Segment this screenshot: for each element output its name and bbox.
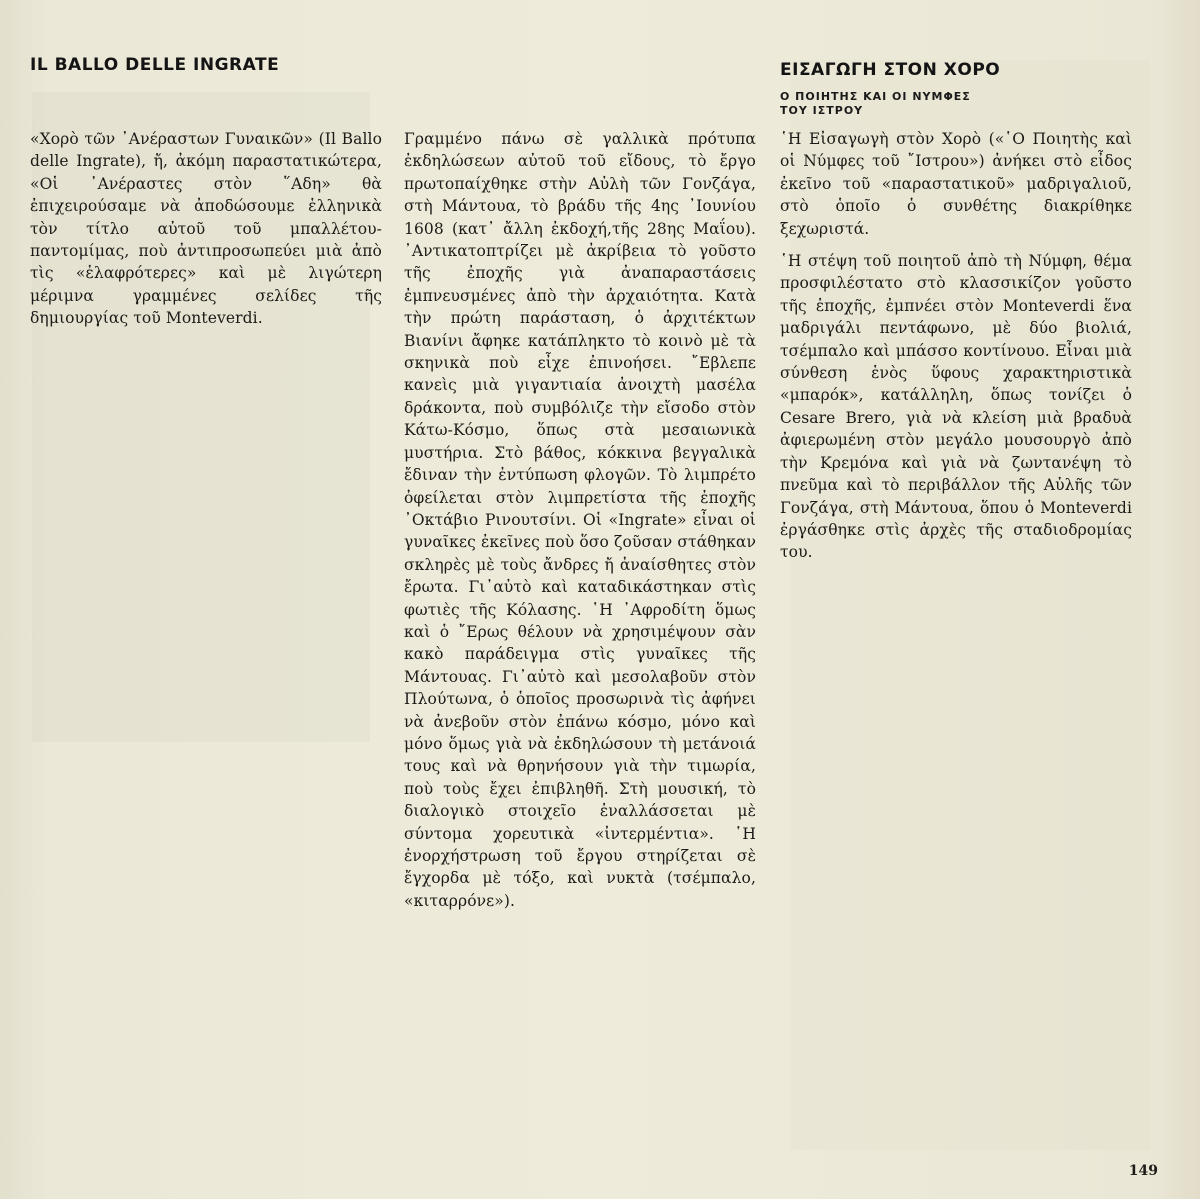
- middle-paragraph: [404, 128, 756, 912]
- middle-paragraph-text: Γραμμένο πάνω σὲ γαλλικὰ πρότυπα ἐκδηλώσεων αὐτοῦ τοῦ εἴδους, τὸ ἔργο πρωτοπαίχθηκε στὴν Αὐλὴ τῶν Γονζάγα, στὴ Μάντουα, τὸ βράδυ τῆς 4ης ᾿Ιουνίου 1608 (κατ᾿ ἄλλη ἐκδοχή,τῆς 28ης Μαΐου). ᾿Αντικατοπτρίζει μὲ ἀκρίβεια τὸ γοῦστο τῆς ἐποχῆς γιὰ ἀναπαραστάσεις ἐμπνευσμένες ἀπὸ τὴν ἀρχαιότητα. Κατὰ τὴν πρώτη παράσταση, ὁ ἀρχιτέκτων Βιανίνι ἄφηκε κατάπληκτο τὸ κοινὸ μὲ τὰ σκηνικὰ ποὺ εἶχε ἐπινοήσει. ῎Εβλεπε κανεὶς μιὰ γιγαντιαία ἀνοιχτὴ μασέλα δράκοντα, ποὺ συμβόλιζε τὴν εἴσοδο στὸν Κάτω-Κόσμο, ὅπως στὰ μεσαιωνικὰ μυστήρια. Στὸ βάθος, κόκκινα βεγγαλικὰ ἔδιναν τὴν ἐντύπωση φλογῶν. Τὸ λιμπρέτο ὀφείλεται στὸν λιμπρετίστα τῆς ἐποχῆς ᾿Οκτάβιο Ρινουτσίνι. Οἱ «Ingrate» εἶναι οἱ γυναῖκες ἐκεῖνες ποὺ ὅσο ζοῦσαν στάθηκαν σκληρὲς μὲ τοὺς ἄνδρες ἤ ἀναίσθητες στὸν ἔρωτα. Γι᾿αὐτὸ καὶ καταδικάστηκαν στὶς φωτιὲς τῆς Κόλασης. ῾Η ᾿Αφροδίτη ὅμως καὶ ὁ ῎Ερως θέλουν νὰ χρησιμέψουν σὰν κακὸ παράδειγμα στὶς γυναῖκες τῆς Μάντουας. Γι᾿αὐτὸ καὶ μεσολαβοῦν στὸν Πλούτωνα, ὁ ὁποῖος προσωρινὰ τὶς ἀφήνει νὰ ἀνεβοῦν στὸν ἐπάνω κόσμο, μόνο καὶ μόνο ὅμως γιὰ νὰ ἐκδηλώσουν τὴ μετάνοιά τους καὶ νὰ θρηνήσουν γιὰ τὴν τιμωρία, ποὺ τοὺς ἔχει ἐπιβληθῆ. Στὴ μουσική, τὸ διαλογικὸ στοιχεῖο ἐναλλάσσεται μὲ σύντομα χορευτικὰ «ἰντερμέντια». ῾Η ἐνορχήστρωση τοῦ ἔργου στηρίζεται σὲ ἔγχορδα μὲ τόξο, καὶ νυκτὰ (τσέμπαλο, «κιταρρόνε»).: [404, 130, 756, 910]
- left-title: IL BALLO DELLE INGRATE: [30, 55, 280, 75]
- right-subtitle-line2: ΤΟΥ ΙΣΤΡΟΥ: [780, 104, 864, 117]
- left-paragraph-text: «Χορὸ τῶν ᾿Ανέραστων Γυναικῶν» (Il Ballo delle Ingrate), ἤ, ἀκόμη παραστατικώτερα, «Οἱ ᾿Ανέραστες στὸν ῞Αδη» θὰ ἐπιχειρούσαμε νὰ ἀποδώσουμε ἑλληνικὰ τὸν τίτλο αὐτοῦ τοῦ μπαλλέτου-παντομίμας, ποὺ ἀντιπροσωπεύει μιὰ ἀπὸ τὶς «ἐλαφρότερες» καὶ μὲ λιγώτερη μέριμνα γραμμένες σελίδες τῆς δημιουργίας τοῦ Monteverdi.: [30, 130, 382, 328]
- right-paragraph-2: ῾Η στέψη τοῦ ποιητοῦ ἀπὸ τὴ Νύμφη, θέμα προσφιλέστατο στὸ κλασσικίζον γοῦστο τῆς ἐποχῆς, ἐμπνέει στὸν Monteverdi ἕνα μαδριγάλι πεντάφωνο, μὲ δύο βιολιά, τσέμπαλο καὶ μπάσσο κοντίνουο. Εἶναι μιὰ σύνθεση ἑνὸς ὕφους χαρακτηριστικὰ «μπαρόκ», κατάλληλη, ὅπως τονίζει ὁ Cesare Brero, γιὰ νὰ κλείση μιὰ βραδυὰ ἀφιερωμένη στὸν μεγάλο μουσουργὸ ἀπὸ τὴν Κρεμόνα καὶ γιὰ νὰ ζωντανέψη τὸ πνεῦμα καὶ τὸ περιβάλλον τῆς Αὐλῆς τῶν Γονζάγα, στὴ Μάντουα, ὅπου ὁ Monteverdi ἐργάσθηκε στὶς ἀρχὲς τῆς σταδιοδρομίας του.: [780, 252, 1132, 562]
- right-subtitle-line1: Ο ΠΟΙΗΤΗΣ ΚΑΙ ΟΙ ΝΥΜΦΕΣ: [780, 90, 971, 103]
- left-paragraph: [30, 128, 382, 330]
- right-title: ΕΙΣΑΓΩΓΗ ΣΤΟΝ ΧΟΡΟ: [780, 60, 1001, 80]
- right-text: [780, 128, 1132, 564]
- right-subtitle: [780, 90, 971, 118]
- page-number: 149: [1128, 1163, 1158, 1179]
- right-paragraph-1: ῾Η Εἰσαγωγὴ στὸν Χορὸ («῾Ο Ποιητὴς καὶ οἱ Νύμφες τοῦ ῎Ιστρου») ἀνήκει στὸ εἶδος ἐκεῖνο τοῦ «παραστατικοῦ» μαδριγαλιοῦ, στὸ ὁποῖο ὁ συνθέτης διακρίθηκε ξεχωριστά.: [780, 130, 1132, 238]
